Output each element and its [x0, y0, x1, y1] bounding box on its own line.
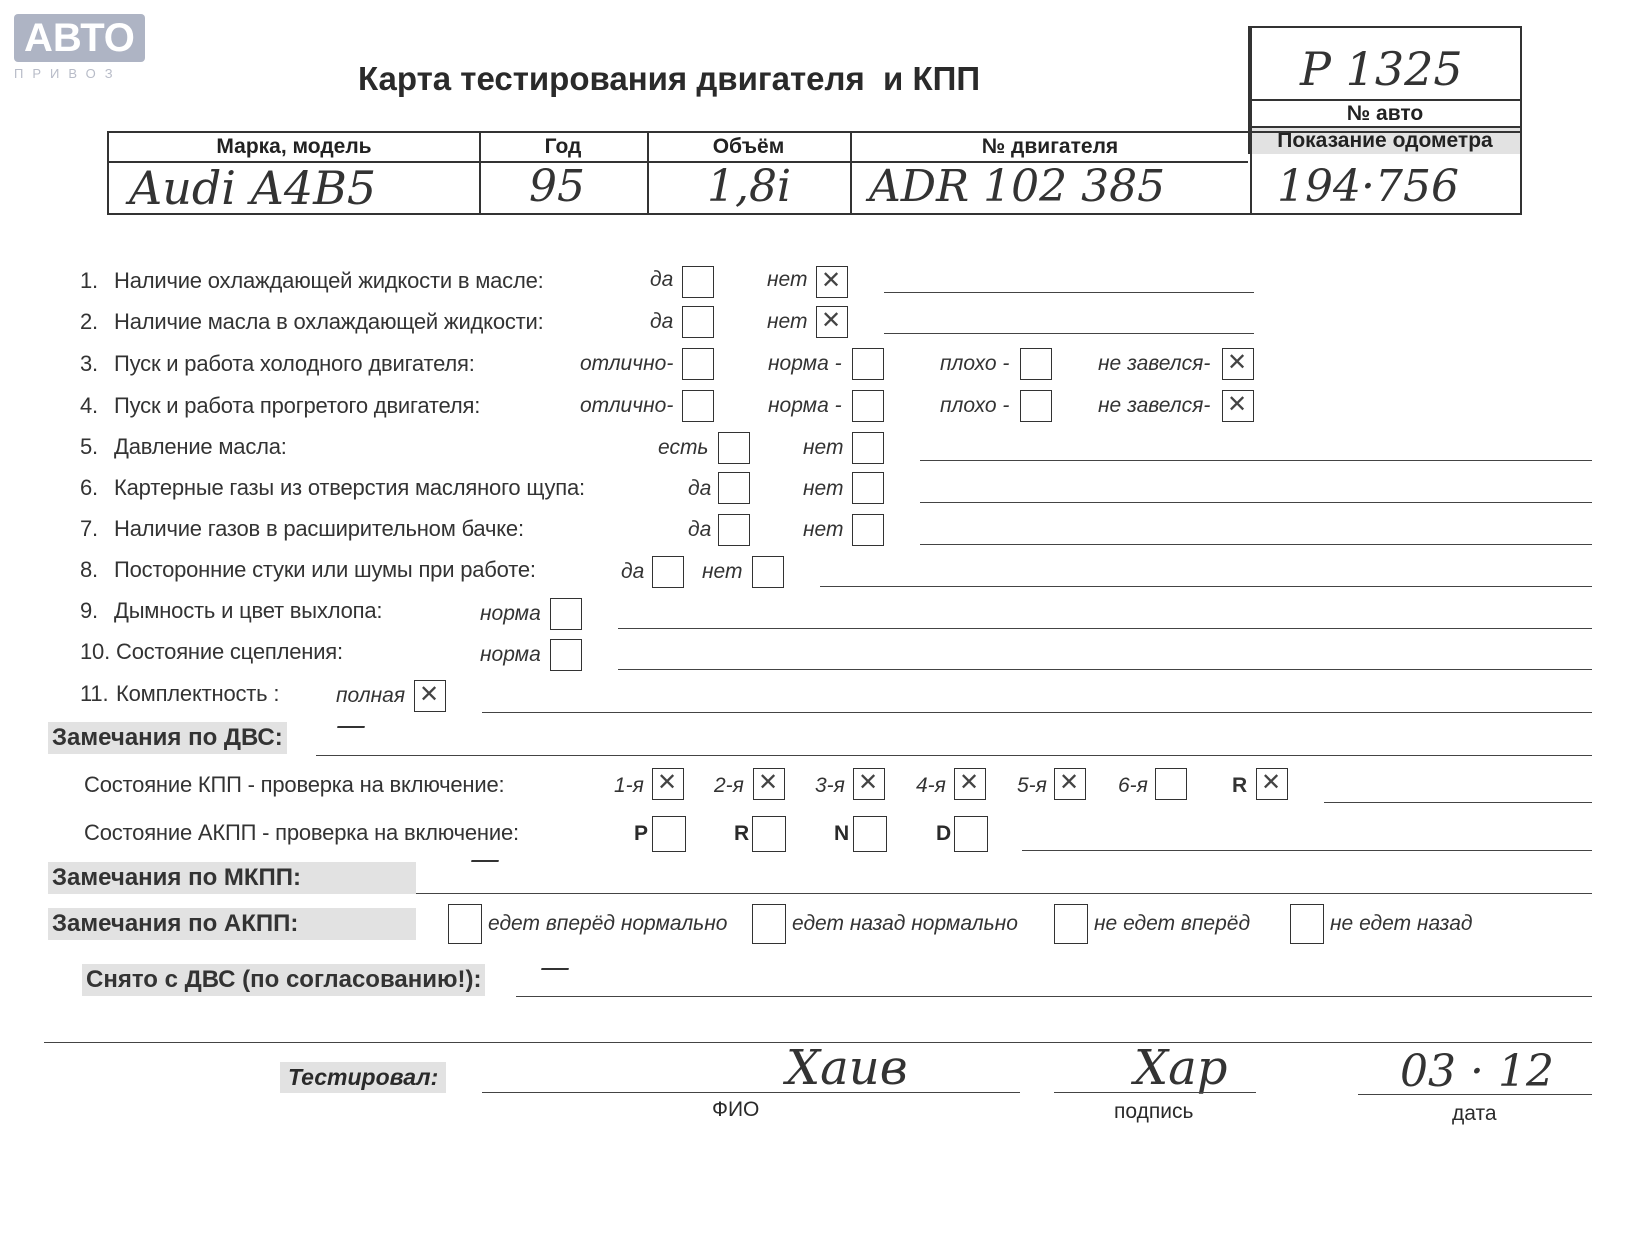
auto-remark-label: не едет вперёд [1094, 912, 1251, 935]
q8-no-checkbox[interactable] [752, 556, 784, 588]
q11-full-checkbox[interactable] [414, 680, 446, 712]
q9-normal-label: норма [480, 602, 541, 625]
volume-value: 1,8i [707, 161, 792, 212]
gear-label: 1-я [614, 774, 644, 797]
q10-normal-label: норма [480, 643, 541, 666]
col-volume-header: Объём [712, 135, 785, 158]
q3-excellent-checkbox[interactable] [682, 348, 714, 380]
position-label: D [936, 822, 952, 845]
test-date-caption: дата [1452, 1102, 1497, 1125]
q4-normal-checkbox[interactable] [852, 390, 884, 422]
remarks-engine-line [316, 755, 1592, 756]
auto-gearbox-label: Состояние АКПП - проверка на включение: [84, 820, 519, 845]
q2-no-label: нет [767, 310, 808, 333]
question-number: 5. [80, 434, 98, 459]
q9-normal-checkbox[interactable] [550, 598, 582, 630]
question-text: Наличие масла в охлаждающей жидкости: [114, 309, 544, 334]
q4-nostart-label: не завелся- [1098, 394, 1211, 417]
q3-bad-label: плохо - [940, 352, 1010, 375]
remarks-engine-label: Замечания по ДВС: [48, 722, 287, 754]
question-number: 8. [80, 557, 98, 582]
q3-bad-checkbox[interactable] [1020, 348, 1052, 380]
q4-normal-label: норма - [768, 394, 842, 417]
gear-label: 2-я [714, 774, 744, 797]
q2-yes-checkbox[interactable] [682, 306, 714, 338]
gear-checkbox[interactable] [1054, 768, 1086, 800]
q1-no-label: нет [767, 268, 808, 291]
page-title: Карта тестирования двигателя и КПП [358, 60, 981, 97]
remarks-manual-line [416, 893, 1592, 894]
q3-excellent-label: отлично- [580, 352, 674, 375]
question-text: Посторонние стуки или шумы при работе: [114, 557, 536, 582]
gearbox-note-line [1324, 802, 1592, 803]
model-value: Audi A4B5 [129, 161, 377, 215]
q8-note-line [820, 586, 1592, 587]
removed-label: Снято с ДВС (по согласованию!): [82, 964, 485, 996]
auto-remark-checkbox[interactable] [448, 904, 482, 944]
position-label: N [834, 822, 850, 845]
question-number: 1. [80, 268, 98, 293]
question-number: 2. [80, 309, 98, 334]
logo [14, 14, 145, 81]
q5-no-label: нет [803, 436, 844, 459]
auto-remark-label: едет назад нормально [792, 912, 1018, 935]
tester-name-line [482, 1092, 1020, 1093]
q7-no-label: нет [803, 518, 844, 541]
question-number: 10. [80, 639, 110, 664]
tester-signature-line [1054, 1092, 1256, 1093]
tester-name: Хаив [786, 1040, 908, 1096]
q6-no-checkbox[interactable] [852, 472, 884, 504]
q6-yes-checkbox[interactable] [718, 472, 750, 504]
q6-yes-label: да [688, 477, 712, 500]
q10-normal-checkbox[interactable] [550, 639, 582, 671]
q5-no-checkbox[interactable] [852, 432, 884, 464]
gear-checkbox[interactable] [652, 768, 684, 800]
q8-yes-label: да [621, 560, 645, 583]
gear-checkbox[interactable] [954, 768, 986, 800]
question-text: Картерные газы из отверстия масляного щупа: [114, 475, 585, 500]
q8-no-label: нет [702, 560, 743, 583]
gear-label: 3-я [815, 774, 845, 797]
q1-no-checkbox[interactable] [816, 266, 848, 298]
q6-note-line [920, 502, 1592, 503]
auto-number-value: P 1325 [1300, 42, 1463, 96]
gear-label: 6-я [1118, 774, 1148, 797]
removed-value: — [540, 950, 570, 985]
q7-yes-checkbox[interactable] [718, 514, 750, 546]
auto-gearbox-note-line [1022, 850, 1592, 851]
q2-note-line [884, 333, 1254, 334]
engine-value: ADR 102 385 [869, 161, 1166, 212]
col-engine-header: № двигателя [981, 135, 1119, 158]
question-number: 6. [80, 475, 98, 500]
position-label: P [634, 822, 649, 845]
q5-note-line [920, 460, 1592, 461]
question-text: Наличие газов в расширительном бачке: [114, 516, 524, 541]
auto-number-divider [1250, 99, 1520, 101]
question-number: 11. [80, 681, 109, 706]
gear-checkbox[interactable] [1256, 768, 1288, 800]
test-date-line [1358, 1094, 1592, 1095]
tester-signature: Хар [1134, 1040, 1228, 1096]
removed-line [516, 996, 1592, 997]
q3-nostart-label: не завелся- [1098, 352, 1211, 375]
col-year-header: Год [544, 135, 582, 158]
vehicle-table [107, 131, 1522, 215]
position-label: R [734, 822, 750, 845]
q1-yes-label: да [650, 268, 674, 291]
gear-checkbox[interactable] [753, 768, 785, 800]
q4-nostart-checkbox[interactable] [1222, 390, 1254, 422]
tester-name-caption: ФИО [712, 1098, 760, 1121]
gear-label: R [1232, 774, 1248, 797]
position-checkbox[interactable] [652, 816, 686, 852]
col-model-header: Марка, модель [216, 135, 372, 158]
q7-yes-label: да [688, 518, 712, 541]
odometer-header: Показание одометра [1250, 128, 1520, 154]
gearbox-label: Состояние КПП - проверка на включение: [84, 772, 505, 797]
auto-remark-label: не едет назад [1330, 912, 1473, 935]
q7-note-line [920, 544, 1592, 545]
tested-label: Тестировал: [280, 1062, 446, 1093]
position-checkbox[interactable] [752, 816, 786, 852]
q4-bad-checkbox[interactable] [1020, 390, 1052, 422]
logo-subtext: ПРИВОЗ [14, 66, 122, 81]
question-text: Дымность и цвет выхлопа: [114, 598, 383, 623]
q6-no-label: нет [803, 477, 844, 500]
q2-no-checkbox[interactable] [816, 306, 848, 338]
position-checkbox[interactable] [853, 816, 887, 852]
position-checkbox[interactable] [954, 816, 988, 852]
logo-text: АВТО [14, 14, 145, 62]
question-text: Наличие охлаждающей жидкости в масле: [114, 268, 544, 293]
gear-label: 4-я [916, 774, 946, 797]
auto-gearbox-value: — [470, 842, 500, 877]
question-text: Комплектность : [116, 681, 280, 706]
q9-note-line [618, 628, 1592, 629]
q4-excellent-checkbox[interactable] [682, 390, 714, 422]
remarks-engine-value: — [336, 708, 366, 743]
tester-signature-caption: подпись [1114, 1100, 1194, 1123]
auto-remark-checkbox[interactable] [752, 904, 786, 944]
q3-normal-checkbox[interactable] [852, 348, 884, 380]
q11-full-label: полная [336, 684, 406, 707]
remarks-manual-label: Замечания по МКПП: [48, 862, 416, 894]
q4-bad-label: плохо - [940, 394, 1010, 417]
q3-normal-label: норма - [768, 352, 842, 375]
remarks-auto-label: Замечания по АКПП: [48, 908, 416, 940]
q1-yes-checkbox[interactable] [682, 266, 714, 298]
q8-yes-checkbox[interactable] [652, 556, 684, 588]
q5-present-checkbox[interactable] [718, 432, 750, 464]
year-value: 95 [529, 161, 585, 212]
q5-present-label: есть [658, 436, 709, 459]
question-text: Пуск и работа прогретого двигателя: [114, 393, 481, 418]
q3-nostart-checkbox[interactable] [1222, 348, 1254, 380]
odometer-value: 194·756 [1277, 161, 1459, 212]
question-number: 7. [80, 516, 98, 541]
q2-yes-label: да [650, 310, 674, 333]
test-date: 03 · 12 [1400, 1046, 1554, 1097]
auto-number-label: № авто [1346, 102, 1424, 125]
question-text: Пуск и работа холодного двигателя: [114, 351, 475, 376]
question-number: 4. [80, 393, 98, 418]
q4-excellent-label: отлично- [580, 394, 674, 417]
question-text: Состояние сцепления: [116, 639, 343, 664]
gear-checkbox[interactable] [853, 768, 885, 800]
question-number: 3. [80, 351, 98, 376]
gear-checkbox[interactable] [1155, 768, 1187, 800]
q10-note-line [618, 669, 1592, 670]
q7-no-checkbox[interactable] [852, 514, 884, 546]
gear-label: 5-я [1017, 774, 1047, 797]
auto-remark-label: едет вперёд нормально [488, 912, 728, 935]
q11-note-line [482, 712, 1592, 713]
question-number: 9. [80, 598, 98, 623]
auto-remark-checkbox[interactable] [1054, 904, 1088, 944]
q1-note-line [884, 292, 1254, 293]
auto-remark-checkbox[interactable] [1290, 904, 1324, 944]
question-text: Давление масла: [114, 434, 287, 459]
vehicle-table-col-line-4 [1250, 28, 1252, 213]
